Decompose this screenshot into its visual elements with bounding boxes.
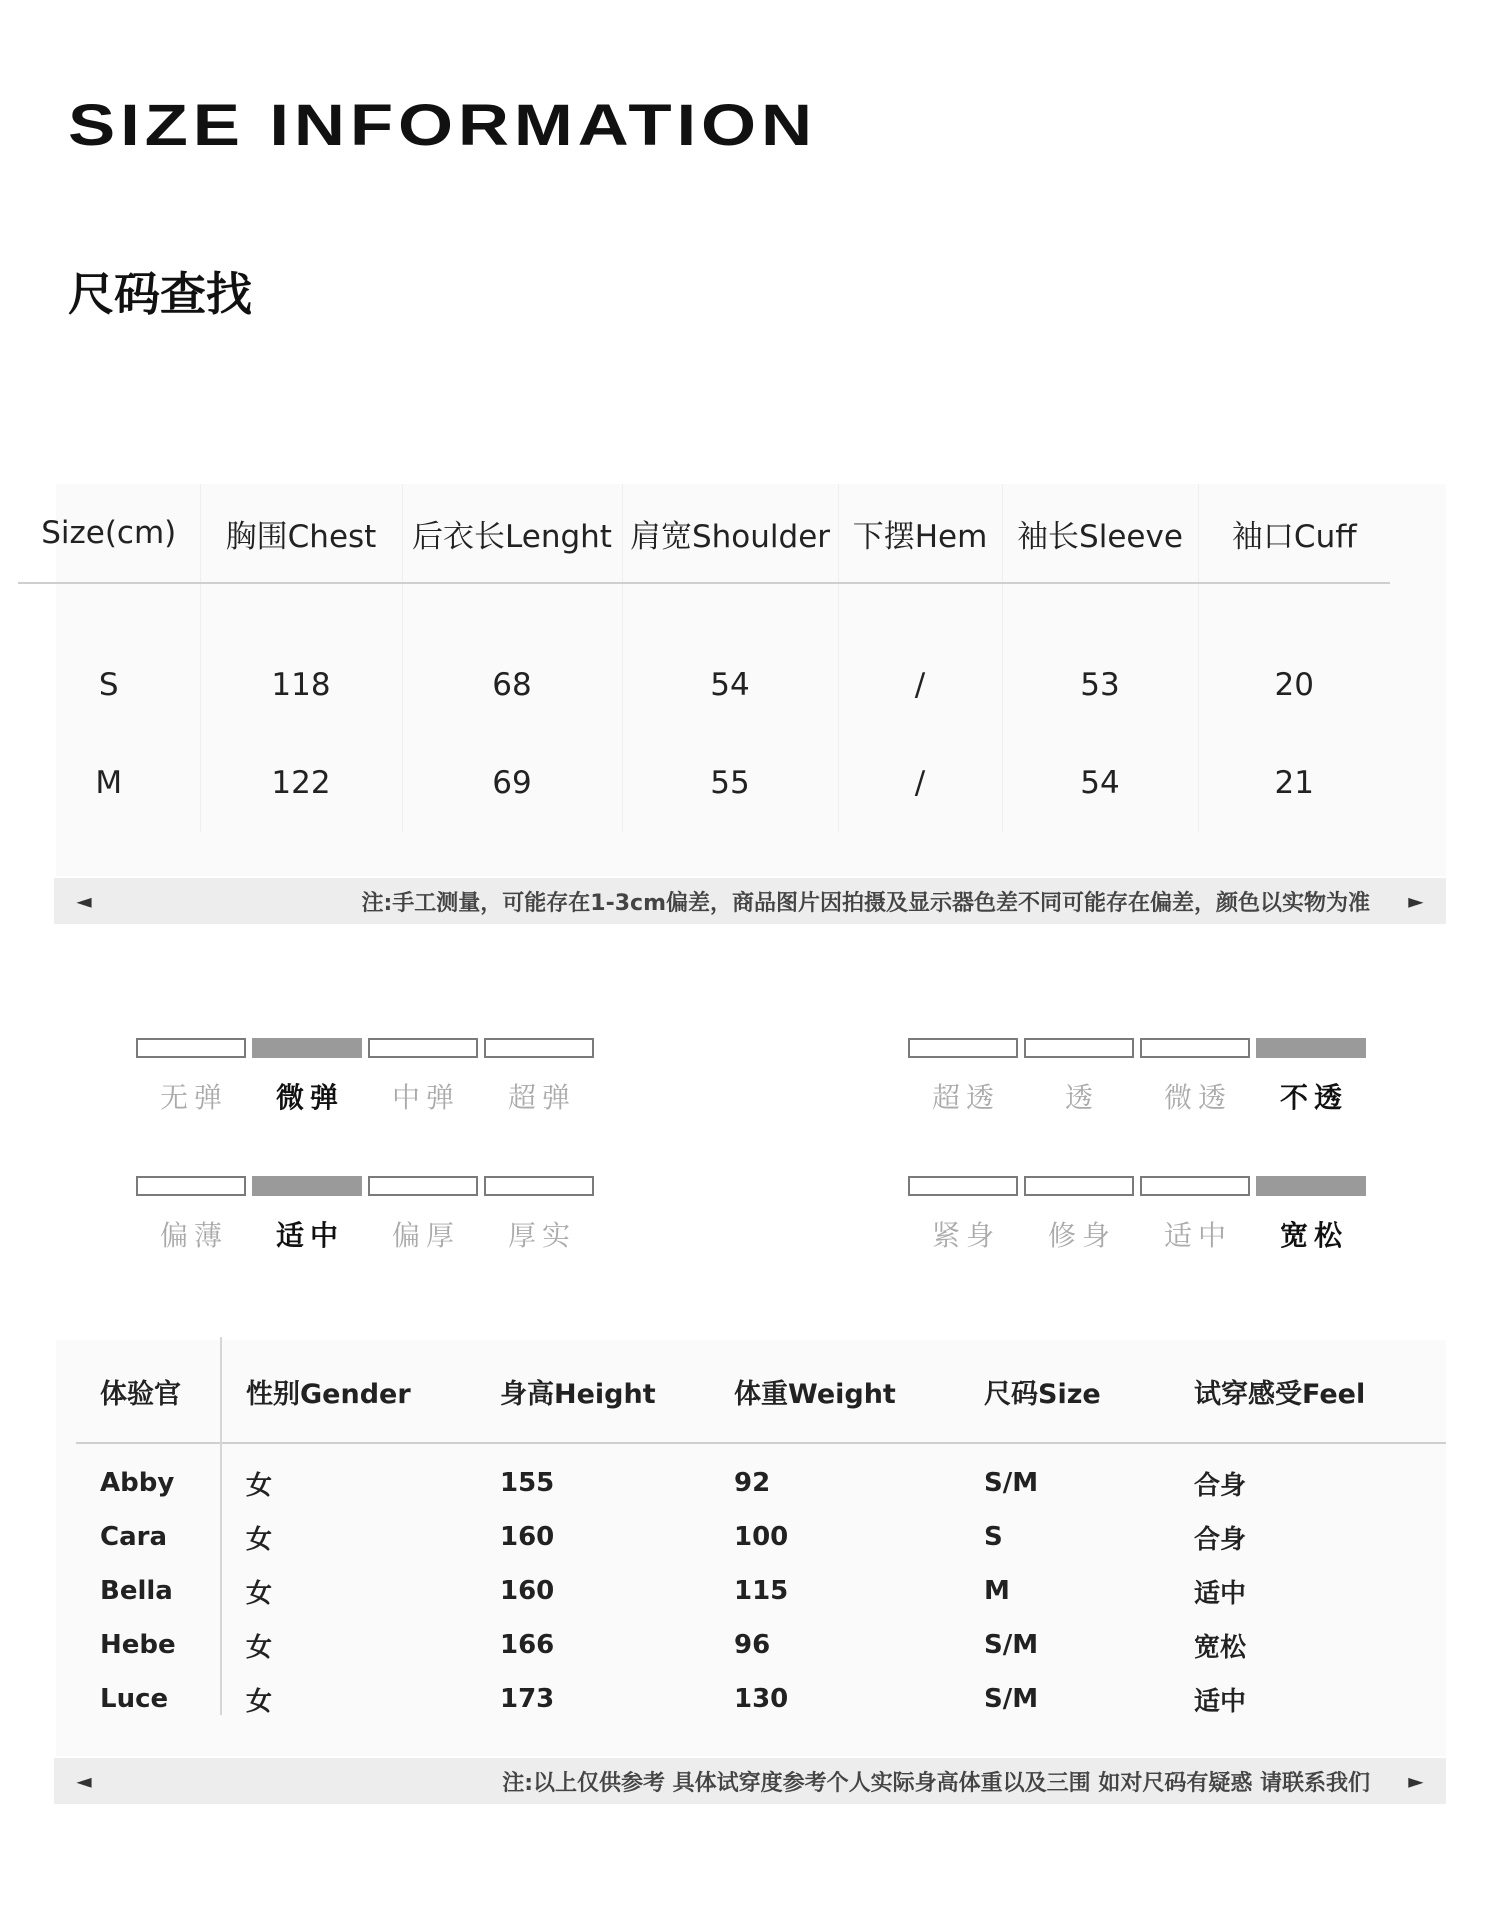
hem-cell: / [838, 734, 1002, 832]
scale-bar-selected [1256, 1038, 1366, 1058]
scale-bar [484, 1038, 594, 1058]
height-cell: 160 [500, 1522, 555, 1552]
scale-bar-selected [252, 1038, 362, 1058]
scroll-right-icon[interactable]: ► [1408, 889, 1424, 913]
scale-label-selected: 适中 [275, 1219, 344, 1252]
size-cell: S [984, 1522, 1003, 1552]
table-row [76, 1564, 1446, 1618]
height-cell: 166 [500, 1630, 555, 1660]
chest-cell: 118 [200, 636, 402, 734]
page-title: SIZE INFORMATION [68, 93, 817, 158]
col-hem: 下摆Hem [838, 484, 1002, 583]
scale-label: 无弹 [159, 1081, 228, 1114]
scale-bar [1140, 1038, 1250, 1058]
scale-label: 超透 [931, 1081, 1000, 1114]
scroll-left-icon[interactable]: ◄ [76, 889, 92, 913]
gender-cell: 女 [246, 1578, 273, 1609]
scale-label-selected: 微弹 [275, 1081, 344, 1114]
feel-cell: 合身 [1194, 1524, 1247, 1555]
scale-bar [368, 1038, 478, 1058]
scale-bar [136, 1176, 246, 1196]
column-divider [220, 1337, 222, 1715]
col-size: Size(cm) [18, 484, 200, 583]
sleeve-cell: 54 [1002, 734, 1198, 832]
col-length: 后衣长Lenght [402, 484, 622, 583]
table-row [18, 734, 1390, 832]
fit-scale [908, 1176, 1372, 1254]
height-cell: 160 [500, 1576, 555, 1606]
fitting-note-bar[interactable] [54, 1758, 1446, 1804]
scale-bar [484, 1176, 594, 1196]
scale-label: 厚实 [507, 1219, 576, 1252]
col-tester: 体验官 [76, 1340, 222, 1443]
table-row [76, 1618, 1446, 1672]
feel-cell: 适中 [1194, 1686, 1247, 1717]
feel-cell: 合身 [1194, 1470, 1247, 1501]
col-cuff: 袖口Cuff [1198, 484, 1390, 583]
length-cell: 69 [402, 734, 622, 832]
weight-cell: 115 [734, 1576, 789, 1606]
gender-cell: 女 [246, 1470, 273, 1501]
col-chest: 胸围Chest [200, 484, 402, 583]
scale-bar-selected [1256, 1176, 1366, 1196]
transparency-scale [908, 1038, 1372, 1116]
scale-label: 紧身 [931, 1219, 1000, 1252]
tester-cell: Hebe [100, 1630, 176, 1660]
weight-cell: 130 [734, 1684, 789, 1714]
tester-cell: Cara [100, 1522, 167, 1552]
scale-label: 中弹 [391, 1081, 460, 1114]
table-row [76, 1510, 1446, 1564]
gender-cell: 女 [246, 1686, 273, 1717]
size-table-header [18, 484, 1390, 583]
size-cell: M [18, 734, 200, 832]
size-cell: S [18, 636, 200, 734]
scale-label: 微透 [1163, 1081, 1232, 1114]
table-row [76, 1672, 1446, 1726]
col-size: 尺码Size [960, 1340, 1170, 1443]
gender-cell: 女 [246, 1632, 273, 1663]
size-lookup-heading: 尺码查找 [68, 267, 252, 321]
scale-label: 透 [1064, 1081, 1099, 1114]
scale-bar [1024, 1038, 1134, 1058]
tester-cell: Abby [100, 1468, 175, 1498]
scale-bar [368, 1176, 478, 1196]
col-sleeve: 袖长Sleeve [1002, 484, 1198, 583]
cuff-cell: 20 [1274, 667, 1314, 703]
weight-cell: 100 [734, 1522, 789, 1552]
tester-cell: Luce [100, 1684, 169, 1714]
sleeve-cell: 53 [1002, 636, 1198, 734]
measurement-note: 注:手工测量，可能存在1-3cm偏差，商品图片因拍摄及显示器色差不同可能存在偏差，颜色以实物为准 [361, 890, 1370, 916]
length-cell: 68 [402, 636, 622, 734]
scale-label: 超弹 [507, 1081, 576, 1114]
col-weight: 体重Weight [710, 1340, 960, 1443]
fitting-note: 注:以上仅供参考 具体试穿度参考个人实际身高体重以及三围 如对尺码有疑惑 请联系我们 [502, 1770, 1370, 1796]
table-row [76, 1443, 1446, 1510]
size-cell: S/M [984, 1630, 1039, 1660]
measurement-note-bar[interactable] [54, 878, 1446, 924]
scale-bar [908, 1038, 1018, 1058]
scale-label: 偏厚 [391, 1219, 460, 1252]
scale-label: 适中 [1163, 1219, 1232, 1252]
scale-bar-selected [252, 1176, 362, 1196]
feel-cell: 适中 [1194, 1578, 1247, 1609]
col-feel: 试穿感受Feel [1170, 1340, 1446, 1443]
cuff-cell: 21 [1274, 765, 1314, 801]
scroll-left-icon[interactable]: ◄ [76, 1769, 92, 1793]
gender-cell: 女 [246, 1524, 273, 1555]
scale-bar [136, 1038, 246, 1058]
weight-cell: 96 [734, 1630, 771, 1660]
scale-label-selected: 不透 [1279, 1081, 1348, 1114]
chest-cell: 122 [200, 734, 402, 832]
scale-label: 偏薄 [159, 1219, 228, 1252]
size-table [18, 484, 1390, 832]
height-cell: 173 [500, 1684, 555, 1714]
col-height: 身高Height [476, 1340, 710, 1443]
shoulder-cell: 55 [622, 734, 838, 832]
elasticity-scale [136, 1038, 600, 1116]
shoulder-cell: 54 [622, 636, 838, 734]
fitting-table [76, 1340, 1446, 1726]
col-gender: 性别Gender [222, 1340, 476, 1443]
col-shoulder: 肩宽Shoulder [622, 484, 838, 583]
size-cell: M [984, 1576, 1010, 1606]
size-cell: S/M [984, 1684, 1039, 1714]
scale-bar [1140, 1176, 1250, 1196]
scroll-right-icon[interactable]: ► [1408, 1769, 1424, 1793]
scale-label: 修身 [1047, 1219, 1116, 1252]
size-cell: S/M [984, 1468, 1039, 1498]
table-row [18, 636, 1390, 734]
fitting-table-header [76, 1340, 1446, 1443]
scale-label-selected: 宽松 [1279, 1219, 1348, 1252]
hem-cell: / [838, 636, 1002, 734]
weight-cell: 92 [734, 1468, 771, 1498]
thickness-scale [136, 1176, 600, 1254]
height-cell: 155 [500, 1468, 555, 1498]
scale-bar [1024, 1176, 1134, 1196]
tester-cell: Bella [100, 1576, 173, 1606]
scale-bar [908, 1176, 1018, 1196]
feel-cell: 宽松 [1194, 1632, 1247, 1663]
